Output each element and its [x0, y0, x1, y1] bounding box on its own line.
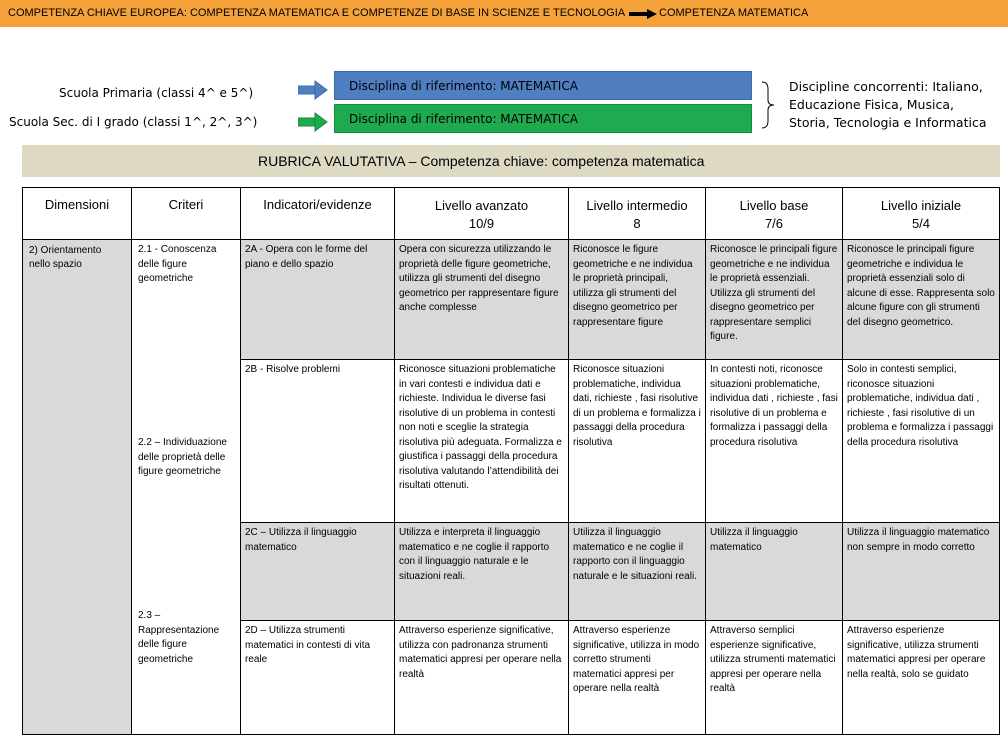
school-secondaria-label: Scuola Sec. di I grado (classi 1^, 2^, 3^) [9, 115, 258, 129]
header-livello-avanzato: Livello avanzato 10/9 [395, 188, 569, 240]
base-cell: Utilizza il linguaggio matematico [710, 527, 798, 553]
arrow-right-icon [629, 9, 657, 19]
criterion-2-1: 2.1 - Conoscenza delle figure geometriche [138, 244, 217, 284]
header-livello-intermedio: Livello intermedio 8 [569, 188, 706, 240]
rubrica-title-bar [22, 145, 1000, 177]
competenza-chiave-label: COMPETENZA CHIAVE EUROPEA: COMPETENZA MATEMATICA E COMPETENZE DI BASE IN SCIENZE E TECNOLOGIA [8, 7, 626, 19]
table-row [23, 240, 1000, 360]
avanzato-cell: Utilizza e interpreta il linguaggio matematico e ne coglie il rapporto con il linguaggio naturale e le situazioni reali. [399, 527, 550, 582]
header-indicatori: Indicatori/evidenze [241, 188, 395, 240]
indicator-cell: 2C – Utilizza il linguaggio matematico [245, 527, 357, 553]
criteria-cell [132, 240, 241, 735]
school-primaria-label: Scuola Primaria (classi 4^ e 5^) [59, 86, 254, 100]
arrow-right-icon [298, 80, 328, 100]
avanzato-cell: Opera con sicurezza utilizzando le proprietà delle figure geometriche, utilizza gli strumenti del disegno geometrico per rappresentare figure anche complesse [399, 244, 559, 313]
indicator-cell: 2D – Utilizza strumenti matematici in contesti di vita reale [245, 625, 371, 665]
indicator-cell: 2A - Opera con le forme del piano e dello spazio [245, 244, 368, 270]
discipline-concorrenti [789, 78, 987, 132]
criterion-2-3: 2.3 – Rappresentazione delle figure geometriche [138, 610, 220, 665]
intermedio-cell: Attraverso esperienze significative, utilizza in modo corretto strumenti matematici appresi per operare nella realtà [573, 625, 700, 694]
iniziale-cell: Utilizza il linguaggio matematico non sempre in modo corretto [847, 527, 990, 553]
indicator-cell: 2B - Risolve problemi [245, 364, 341, 375]
base-cell: Attraverso semplici esperienze significative, utilizza strumenti matematici appresi per operare nella realtà [710, 625, 836, 694]
header-livello-iniziale: Livello iniziale 5/4 [843, 188, 1000, 240]
criterion-2-2: 2.2 – Individuazione delle proprietà delle figure geometriche [138, 437, 227, 477]
top-banner [0, 0, 1008, 27]
header-livello-base: Livello base 7/6 [706, 188, 843, 240]
arrow-right-icon [298, 112, 328, 132]
concorrenti-line: Discipline concorrenti: Italiano, [789, 79, 983, 94]
disciplina-primaria-bar: Disciplina di riferimento: MATEMATICA [334, 71, 752, 100]
base-cell: In contesti noti, riconosce situazioni problematiche, individua dati , richieste , fasi risolutive di un problema e formalizza i passaggi della procedura risolutiva [710, 364, 838, 448]
rubric-table [22, 187, 1000, 735]
intermedio-cell: Utilizza il linguaggio matematico e ne coglie il rapporto con il linguaggio naturale e le situazioni reali. [573, 527, 697, 582]
concorrenti-line: Storia, Tecnologia e Informatica [789, 115, 987, 130]
intermedio-cell: Riconosce situazioni problematiche, individua dati, richieste , fasi risolutive di un problema e formalizza i passaggi della procedura risolutiva [573, 364, 701, 448]
avanzato-cell: Riconosce situazioni problematiche in vari contesti e individua dati e richieste. Individua le diverse fasi risolutive di un problema in contesti non noti e sceglie la strategia risolutiva più adeguata. Formalizza e giustifica i passaggi della procedura risolutiva valutando l’attendibilità dei risultati ottenuti. [399, 364, 562, 491]
iniziale-cell: Attraverso esperienze significative, utilizza strumenti matematici appresi per operare nella realtà, solo se guidato [847, 625, 986, 680]
header-dimensioni: Dimensioni [23, 188, 132, 240]
rubrica-title: RUBRICA VALUTATIVA – Competenza chiave: competenza matematica [258, 153, 705, 169]
intermedio-cell: Riconosce le figure geometriche e ne individua le proprietà principali, utilizza gli strumenti del disegno geometrico per rappresentare figure [573, 244, 693, 328]
header-criteri: Criteri [132, 188, 241, 240]
table-header-row [23, 188, 1000, 240]
base-cell: Riconosce le principali figure geometriche e ne individua le proprietà essenziali. Utilizza gli strumenti del disegno geometrico per rappresentare semplici figure. [710, 244, 838, 342]
iniziale-cell: Riconosce le principali figure geometriche e individua le proprietà essenziali solo di alcune di esse. Rappresenta solo alcune figure con gli strumenti del disegno geometrico. [847, 244, 995, 328]
disciplina-secondaria-bar: Disciplina di riferimento: MATEMATICA [334, 104, 752, 133]
competenza-specifica-label: COMPETENZA MATEMATICA [659, 7, 809, 19]
iniziale-cell: Solo in contesti semplici, riconosce situazioni problematiche, individua dati , richieste , fasi risolutive di un problema e formalizza i passaggi della procedura risolutiva [847, 364, 994, 448]
brace-icon [760, 81, 776, 129]
dimension-cell: 2) Orientamento nello spazio [23, 240, 132, 735]
concorrenti-line: Educazione Fisica, Musica, [789, 97, 954, 112]
avanzato-cell: Attraverso esperienze significative, utilizza con padronanza strumenti matematici appresi per operare nella realtà [399, 625, 562, 680]
